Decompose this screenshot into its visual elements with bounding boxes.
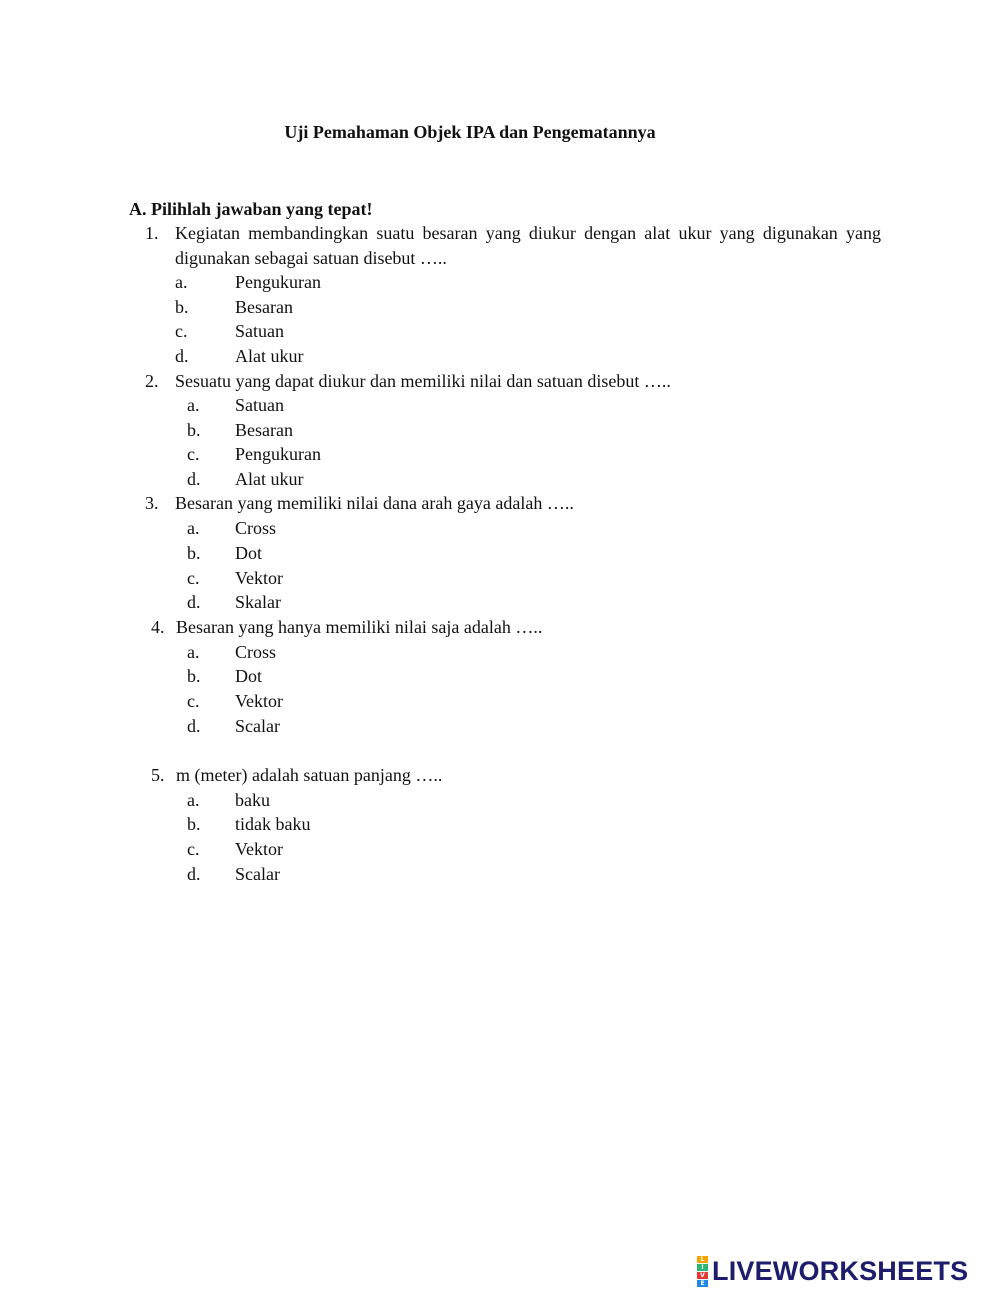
option-letter: b. <box>187 666 201 686</box>
option-text: Pengukuran <box>235 444 321 464</box>
question-3 <box>145 491 881 516</box>
question-number: 3. <box>145 493 159 513</box>
page-title: Uji Pemahaman Objek IPA dan Pengematannya <box>284 122 656 142</box>
option-text: Dot <box>235 543 262 563</box>
logo-tiles-icon <box>697 1256 708 1287</box>
question-number: 4. <box>151 617 165 637</box>
option-text: Besaran <box>235 297 293 317</box>
option-letter: d. <box>175 346 189 366</box>
option-letter: d. <box>187 864 201 884</box>
question-text: Besaran yang memiliki nilai dana arah gaya adalah ….. <box>175 493 574 513</box>
option-letter: c. <box>187 691 200 711</box>
option-letter: c. <box>187 568 200 588</box>
question-number: 2. <box>145 371 159 391</box>
logo-tile-v: V <box>697 1272 708 1279</box>
option-letter: d. <box>187 592 201 612</box>
question-number: 1. <box>145 223 159 243</box>
option-text: Scalar <box>235 864 280 884</box>
option-text: Vektor <box>235 839 283 859</box>
logo-tile-e: E <box>697 1280 708 1287</box>
option-text: Alat ukur <box>235 346 304 366</box>
option-text: Dot <box>235 666 262 686</box>
question-number: 5. <box>151 765 165 785</box>
option-text: Cross <box>235 642 277 662</box>
question-4 <box>151 615 882 640</box>
option-text: Pengukuran <box>235 272 321 292</box>
logo-text: LIVEWORKSHEETS <box>712 1255 969 1286</box>
question-5 <box>151 763 882 788</box>
option-text: Vektor <box>235 691 283 711</box>
option-text: Besaran <box>235 420 293 440</box>
question-text: Sesuatu yang dapat diukur dan memiliki nilai dan satuan disebut ….. <box>175 371 671 391</box>
option-text: tidak baku <box>235 814 311 834</box>
option-letter: b. <box>187 814 201 834</box>
question-text: Besaran yang hanya memiliki nilai saja adalah ….. <box>176 617 543 637</box>
option-letter: d. <box>187 469 201 489</box>
option-text: Skalar <box>235 592 281 612</box>
option-text: Satuan <box>235 395 284 415</box>
option-letter: b. <box>187 543 201 563</box>
question-2 <box>145 369 881 394</box>
option-letter: c. <box>187 839 200 859</box>
option-text: Vektor <box>235 568 283 588</box>
question-text: Kegiatan membandingkan suatu besaran yang diukur dengan alat ukur yang digunakan yang digunakan sebagai satuan disebut ….. <box>175 223 881 268</box>
option-letter: a. <box>187 518 200 538</box>
question-text: m (meter) adalah satuan panjang ….. <box>176 765 443 785</box>
option-letter: a. <box>187 642 200 662</box>
question-1 <box>145 221 881 270</box>
option-letter: b. <box>187 420 201 440</box>
option-text: baku <box>235 790 270 810</box>
option-letter: a. <box>175 272 188 292</box>
option-text: Scalar <box>235 716 280 736</box>
liveworksheets-logo <box>697 1256 968 1286</box>
option-text: Cross <box>235 518 277 538</box>
option-letter: c. <box>187 444 200 464</box>
logo-tile-i: I <box>697 1264 708 1271</box>
option-letter: c. <box>175 321 188 341</box>
option-letter: d. <box>187 716 201 736</box>
option-letter: a. <box>187 395 200 415</box>
option-letter: a. <box>187 790 200 810</box>
logo-tile-l: L <box>697 1256 708 1263</box>
section-heading: A. Pilihlah jawaban yang tepat! <box>129 199 373 219</box>
option-text: Alat ukur <box>235 469 304 489</box>
option-letter: b. <box>175 297 189 317</box>
option-text: Satuan <box>235 321 284 341</box>
